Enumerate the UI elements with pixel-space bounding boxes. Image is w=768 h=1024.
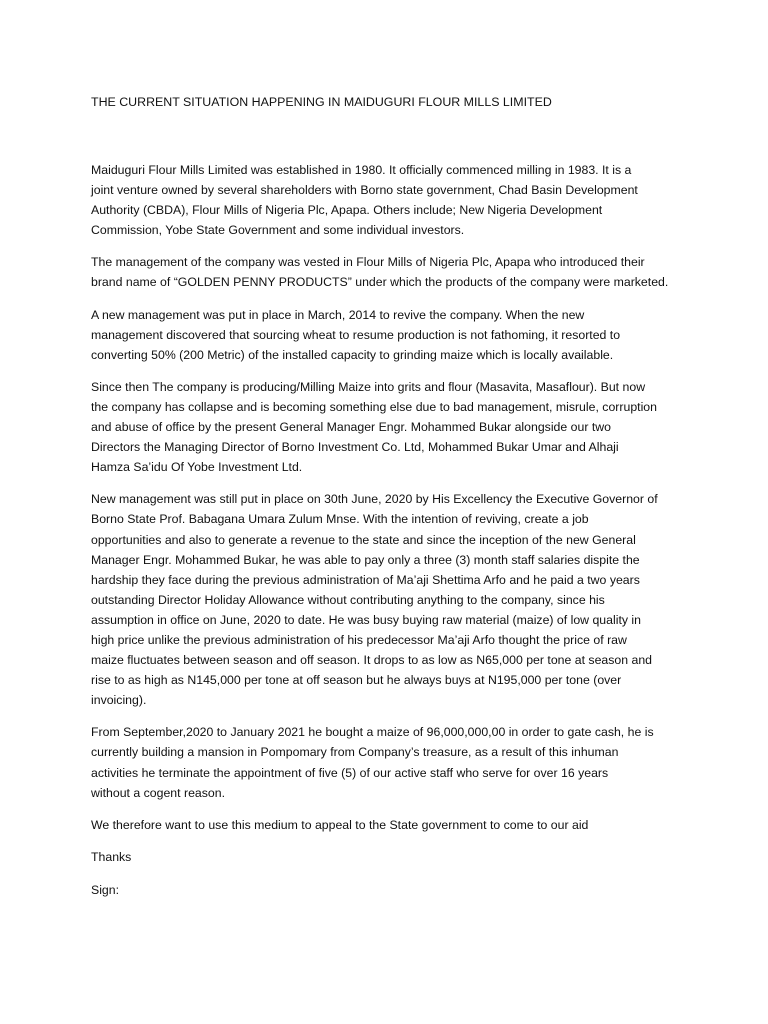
text-line: rise to as high as N145,000 per tone at off season but he always buys at N195,000 per tone (over — [91, 673, 622, 688]
text-line: and abuse of office by the present General Manager Engr. Mohammed Bukar alongside our two — [91, 420, 611, 435]
text-line: Hamza Sa’idu Of Yobe Investment Ltd. — [91, 460, 303, 475]
paragraph-appeal — [91, 815, 681, 835]
text-line: high price unlike the previous administration of his predecessor Ma’aji Arfo thought the price of raw — [91, 632, 627, 647]
text-line: maize fluctuates between season and off season. It drops to as low as N65,000 per tone at season and — [91, 653, 653, 668]
text-line: the company has collapse and is becoming something else due to bad management, misrule, corruption — [91, 399, 657, 414]
paragraph-management-2020 — [91, 489, 681, 710]
paragraph-purchases — [91, 722, 681, 802]
text-line: Borno State Prof. Babagana Umara Zulum Mnse. With the intention of reviving, create a job — [91, 512, 589, 527]
text-line: outstanding Director Holiday Allowance without contributing anything to the company, since his — [91, 592, 605, 607]
text-line: Since then The company is producing/Milling Maize into grits and flour (Masavita, Masaflour). But now — [91, 379, 646, 394]
text-line: opportunities and also to generate a revenue to the state and since the inception of the new General — [91, 532, 636, 547]
paragraph-collapse — [91, 377, 681, 477]
text-line: We therefore want to use this medium to appeal to the State government to come to our aid — [91, 817, 589, 832]
paragraph-management — [91, 252, 681, 292]
closing-thanks: Thanks — [91, 849, 132, 864]
text-line: joint venture owned by several shareholders with Borno state government, Chad Basin Development — [91, 183, 638, 198]
text-line: without a cogent reason. — [91, 785, 225, 800]
text-line: The management of the company was vested in Flour Mills of Nigeria Plc, Apapa who introduced their — [91, 255, 645, 270]
signature-label: Sign: — [91, 882, 120, 897]
text-line: A new management was put in place in March, 2014 to revive the company. When the new — [91, 307, 585, 322]
paragraph-establishment — [91, 160, 681, 240]
document-title: THE CURRENT SITUATION HAPPENING IN MAIDUGURI FLOUR MILLS LIMITED — [91, 95, 552, 109]
text-line: brand name of “GOLDEN PENNY PRODUCTS” under which the products of the company were marketed. — [91, 275, 669, 290]
text-line: invoicing). — [91, 693, 147, 708]
text-line: Maiduguri Flour Mills Limited was established in 1980. It officially commenced milling in 1983. It is a — [91, 163, 632, 177]
text-line: Authority (CBDA), Flour Mills of Nigeria Plc, Apapa. Others include; New Nigeria Development — [91, 203, 603, 218]
text-line: Manager Engr. Mohammed Bukar, he was able to pay only a three (3) month staff salaries dispite the — [91, 552, 640, 567]
text-line: management discovered that sourcing wheat to resume production is not fathoming, it resorted to — [91, 327, 621, 342]
text-line: assumption in office on June, 2020 to date. He was busy buying raw material (maize) of low quality in — [91, 612, 642, 627]
text-line: activities he terminate the appointment of five (5) of our active staff who serve for over 16 years — [91, 765, 609, 780]
text-line: New management was still put in place on 30th June, 2020 by His Excellency the Executive Governor of — [91, 492, 658, 507]
text-line: From September,2020 to January 2021 he bought a maize of 96,000,000,00 in order to gate cash, he is — [91, 725, 654, 740]
text-line: Directors the Managing Director of Borno Investment Co. Ltd, Mohammed Bukar Umar and Alhaji — [91, 440, 619, 455]
text-line: Commission, Yobe State Government and some individual investors. — [91, 223, 465, 238]
document-body — [91, 160, 681, 913]
text-line: currently building a mansion in Pompomary from Company’s treasure, as a result of this inhuman — [91, 745, 619, 760]
text-line: hardship they face during the previous administration of Ma’aji Shettima Arfo and he paid a two years — [91, 572, 640, 587]
paragraph-new-management-2014 — [91, 305, 681, 365]
text-line: converting 50% (200 Metric) of the installed capacity to grinding maize which is locally available. — [91, 347, 614, 362]
